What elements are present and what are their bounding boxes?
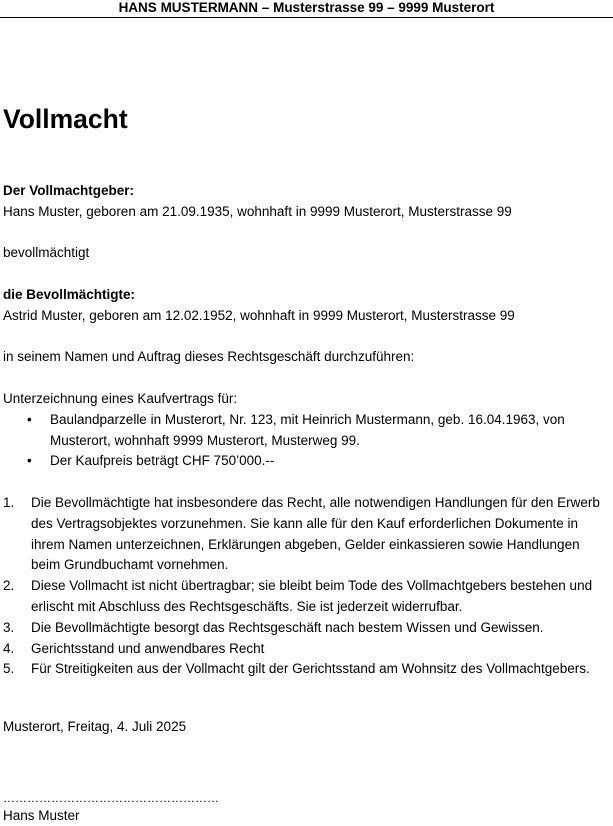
bullet-text: Baulandparzelle in Musterort, Nr. 123, mit Heinrich Mustermann, geb. 16.04.1963, von Musterort, wohnhaft 9999 Musterort, Musterweg 99. bbox=[50, 411, 565, 448]
clause-number: 1. bbox=[3, 494, 15, 510]
clause-number: 4. bbox=[3, 640, 15, 656]
clause-text: Gerichtsstand und anwendbares Recht bbox=[31, 640, 265, 656]
authorizes-text: bevollmächtigt bbox=[3, 245, 90, 261]
list-item bbox=[3, 410, 611, 452]
list-item bbox=[3, 576, 611, 618]
clause-number: 5. bbox=[3, 661, 15, 677]
clause-text: Für Streitigkeiten aus der Vollmacht gilt der Gerichtsstand am Wohnsitz des Vollmachtgebers. bbox=[31, 661, 590, 677]
grantor-section bbox=[3, 181, 611, 223]
clause-text: Diese Vollmacht ist nicht übertragbar; sie bleibt beim Tode des Vollmachtgebers bestehen und erlischt mit Abschluss des Rechtsgeschäfts. Sie ist jederzeit widerrufbar. bbox=[31, 578, 593, 614]
place-date: Musterort, Freitag, 4. Juli 2025 bbox=[3, 719, 187, 734]
list-item bbox=[3, 659, 611, 680]
signature-line: ……………………………………………… bbox=[3, 791, 219, 805]
clause-text: Die Bevollmächtigte besorgt das Rechtsgeschäft nach bestem Wissen und Gewissen. bbox=[31, 619, 544, 635]
grantor-details: Hans Muster, geboren am 21.09.1935, wohnhaft in 9999 Musterort, Musterstrasse 99 bbox=[3, 203, 512, 219]
grantor-label: Der Vollmachtgeber: bbox=[3, 183, 135, 198]
attorney-label: die Bevollmächtigte: bbox=[3, 286, 136, 302]
attorney-section bbox=[3, 285, 611, 327]
bullet-icon: • bbox=[27, 411, 32, 427]
list-item bbox=[3, 618, 611, 639]
clause-number: 2. bbox=[3, 578, 15, 594]
document-title: Vollmacht bbox=[3, 104, 128, 134]
bullet-text: Der Kaufpreis beträgt CHF 750’000.-- bbox=[50, 453, 275, 469]
letterhead: HANS MUSTERMANN – Musterstrasse 99 – 9999 Musterort bbox=[0, 0, 613, 18]
list-item bbox=[3, 639, 611, 660]
signatory-name: Hans Muster bbox=[3, 808, 80, 823]
clause-list bbox=[3, 493, 611, 680]
contract-intro: Unterzeichnung eines Kaufvertrags für: bbox=[3, 390, 238, 406]
mandate-text: in seinem Namen und Auftrag dieses Rechtsgeschäft durchzuführen: bbox=[3, 349, 415, 365]
clause-number: 3. bbox=[3, 619, 15, 635]
clause-text: Die Bevollmächtigte hat insbesondere das Recht, alle notwendigen Handlungen für den Erwerb des Vertragsobjektes vorzunehmen. Sie kann alle für den Kauf erforderlichen Dokumente in ihrem Namen unterzeichnen, Erklärungen abgeben, Gelder einkassieren sowie Handlungen beim Grundbuchamt vornehmen. bbox=[31, 494, 600, 573]
list-item bbox=[3, 493, 611, 576]
attorney-details: Astrid Muster, geboren am 12.02.1952, wohnhaft in 9999 Musterort, Musterstrasse 99 bbox=[3, 307, 515, 323]
bullet-icon: • bbox=[27, 453, 32, 469]
contract-bullet-list bbox=[3, 410, 611, 472]
list-item bbox=[3, 451, 611, 472]
document-body bbox=[3, 181, 611, 680]
